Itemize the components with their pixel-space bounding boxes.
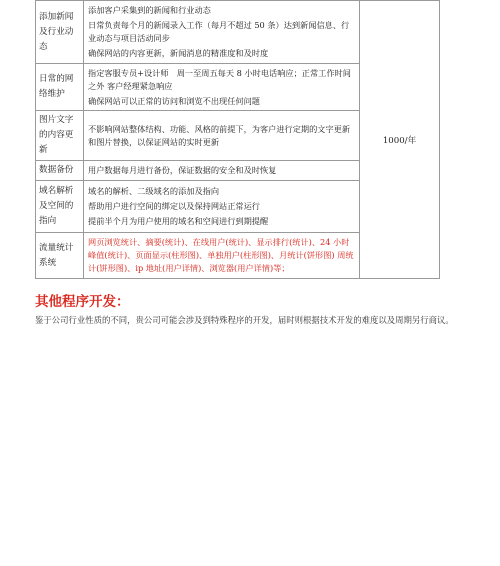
section-heading: 其他程序开发： <box>35 294 130 310</box>
desc-line: 日常负责每个月的新闻录入工作（每月不超过 50 条）达到新闻信息、行业动态与项目活动同步 <box>88 20 350 43</box>
desc-line: 确保网站的内容更新，新闻消息的精准度和及时度 <box>88 48 269 58</box>
desc-line: 提前半个月为用户使用的域名和空间进行到期提醒 <box>88 216 269 226</box>
service-table-container <box>35 0 439 279</box>
desc-cell-highlight <box>84 233 360 279</box>
desc-cell <box>84 181 360 233</box>
desc-line: 帮助用户进行空间的绑定以及保持网站正常运行 <box>88 201 260 211</box>
desc-line: 域名的解析、二级域名的添加及指向 <box>88 186 220 196</box>
item-cell: 域名解析及空间的指向 <box>36 181 84 233</box>
desc-line: 确保网站可以正常的访问和浏览不出现任何问题 <box>88 95 260 106</box>
desc-cell <box>84 111 360 161</box>
desc-line: 指定客服专员+设计师 周一至周五每天 8 小时电话响应；正常工作时间之外 客户经理紧急响应 <box>88 67 351 91</box>
desc-line: 网页浏览统计、摘要(统计)、在线用户(统计)、显示排行(统计)、24 小时峰值(统计)、页面显示(柱形图)、单独用户(柱形图)、月统计(饼形图) 周统计(饼形图)、ip 地址(用户详情)、浏览器(用户详情)等； <box>88 237 354 273</box>
section-paragraph: 鉴于公司行业性质的不同，贵公司可能会涉及到特殊程序的开发，届时则根据技术开发的难度以及周期另行商议。 <box>35 315 454 325</box>
desc-line: 用户数据每月进行备份，保证数据的安全和及时恢复 <box>88 165 277 175</box>
desc-line: 不影响网站整体结构、功能、风格的前提下，为客户进行定期的文字更新和图片替换，以保证网站的实时更新 <box>88 123 351 147</box>
desc-line: 添加客户采集到的新闻和行业动态 <box>88 5 211 15</box>
item-cell: 日常的网络维护 <box>36 64 84 111</box>
item-cell: 添加新闻及行业动态 <box>36 1 84 64</box>
item-cell: 流量统计系统 <box>36 233 84 279</box>
desc-cell <box>84 1 360 64</box>
table-row <box>36 1 440 64</box>
item-cell: 数据备份 <box>36 161 84 181</box>
service-table <box>35 0 440 279</box>
desc-cell <box>84 161 360 181</box>
item-cell: 图片文字的内容更新 <box>36 111 84 161</box>
desc-cell <box>84 64 360 111</box>
price-cell: 1000/年 <box>360 1 440 279</box>
